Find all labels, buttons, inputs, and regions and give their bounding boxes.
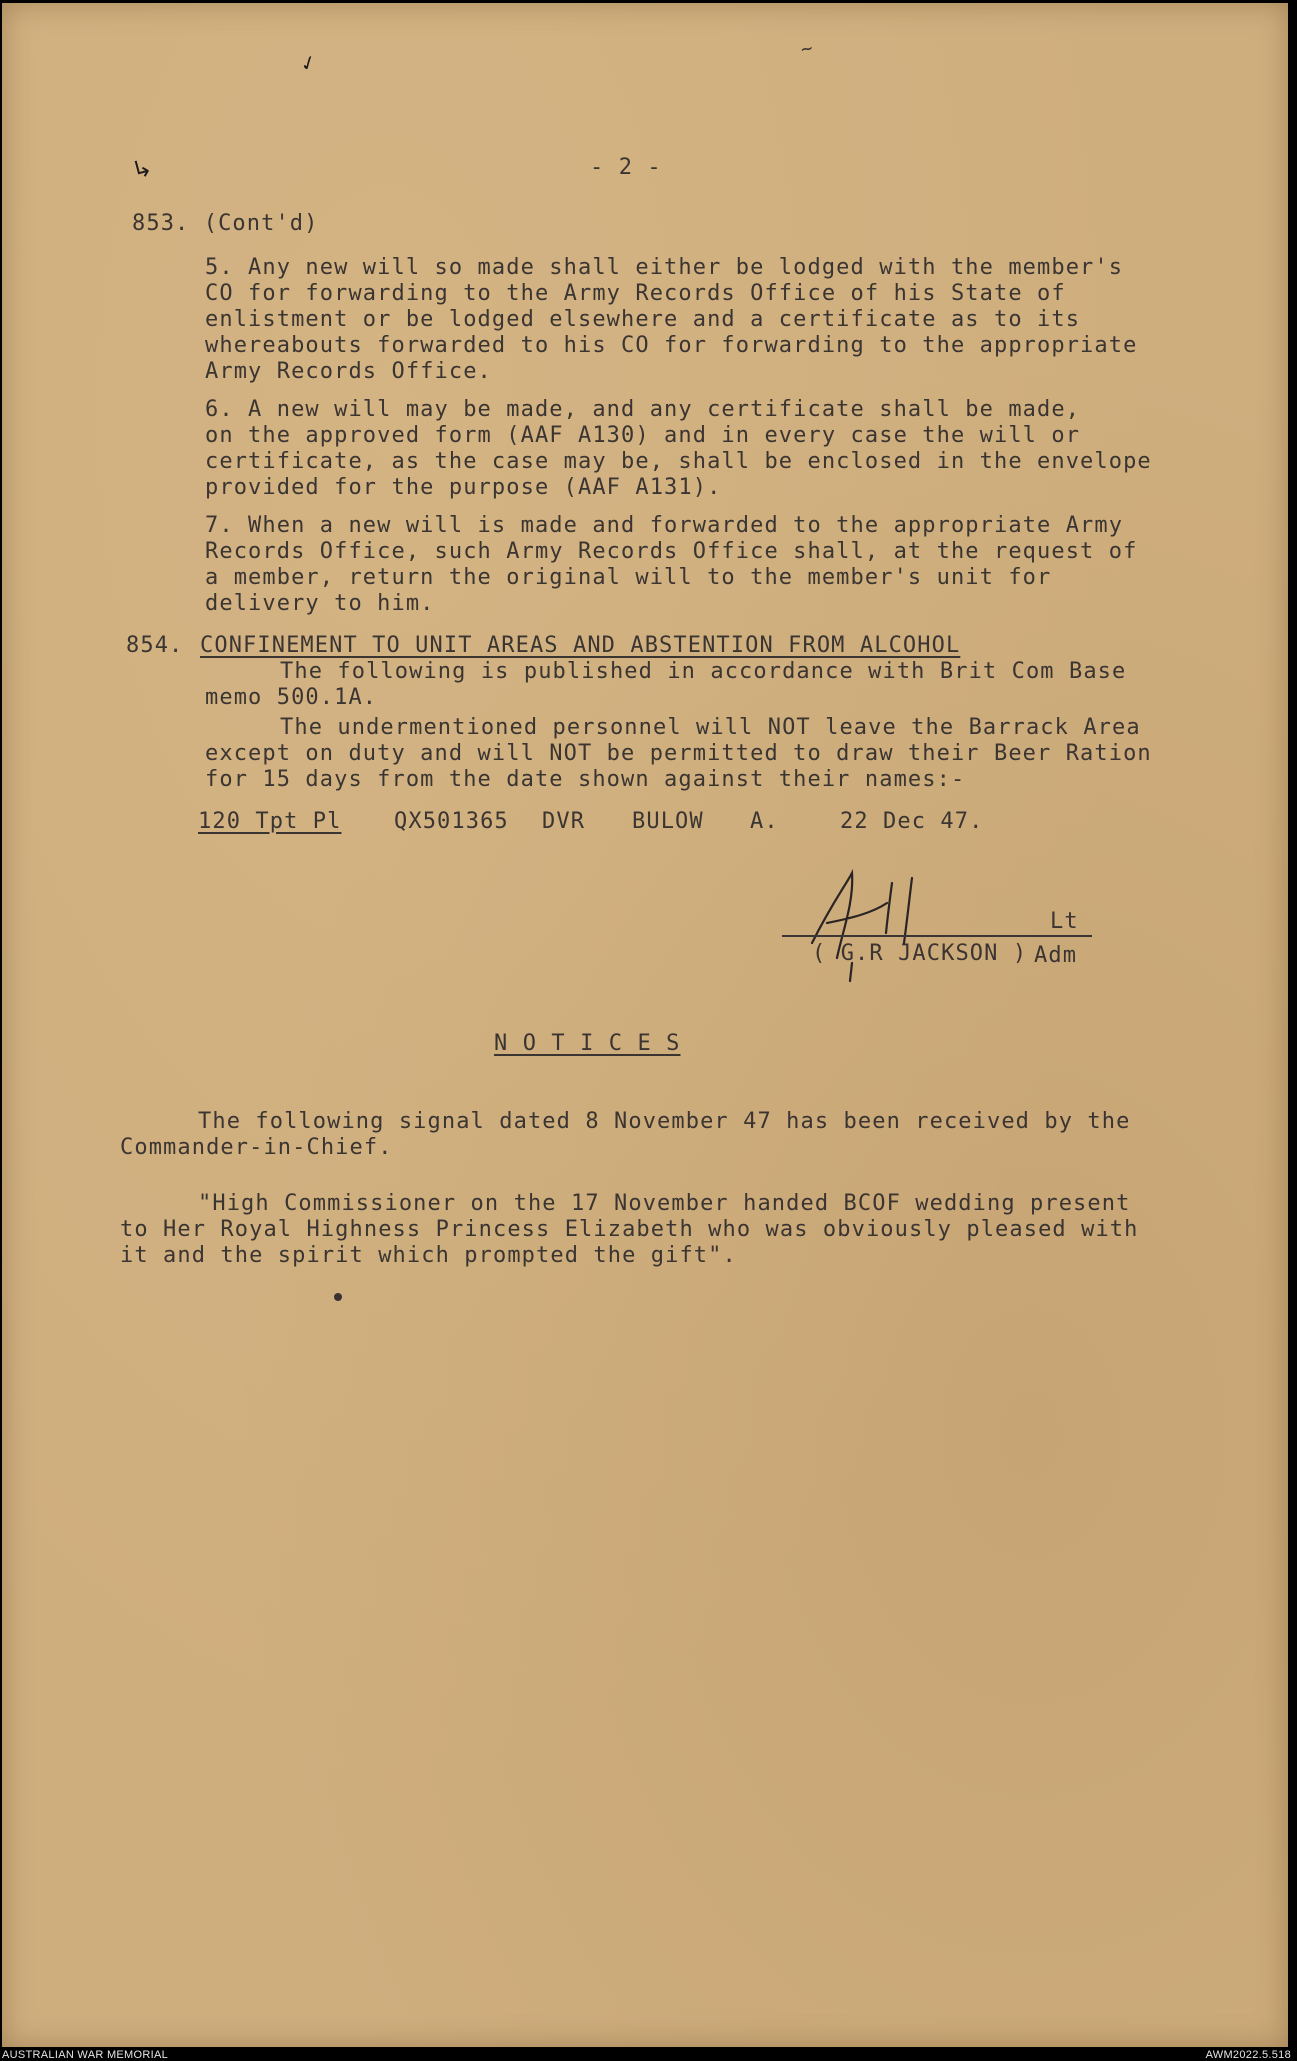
page-number: - 2 - [590, 155, 662, 180]
signatory-name: ( G.R JACKSON ) [812, 941, 1028, 966]
para-854-line: for 15 days from the date shown against their names:- [205, 767, 966, 792]
para-854-line: The undermentioned personnel will NOT leave the Barrack Area [280, 715, 1141, 740]
para-853-line: 7. When a new will is made and forwarded to the appropriate Army [205, 513, 1124, 538]
para-853-line: Records Office, such Army Records Office shall, at the request of [205, 539, 1138, 564]
ink-dot [334, 1293, 342, 1301]
signatory-rank: Lt [1050, 909, 1079, 934]
pen-mark: ↳ [128, 152, 156, 186]
para-853-line: provided for the purpose (AAF A131). [205, 475, 722, 500]
document-page [2, 3, 1288, 2047]
para-853-line: on the approved form (AAF A130) and in every case the will or [205, 423, 1081, 448]
footer-accession: AWM2022.5.518 [1205, 2049, 1291, 2061]
entry-rank: DVR [542, 809, 586, 834]
para-853-line: whereabouts forwarded to his CO for forwarding to the appropriate [205, 333, 1138, 358]
signatory-role: Adm [1034, 943, 1078, 968]
para-853-line: enlistment or be lodged elsewhere and a certificate as to its [205, 307, 1081, 332]
entry-surname: BULOW [632, 809, 704, 834]
pen-mark: ✓ [296, 48, 321, 78]
notices-line: "High Commissioner on the 17 November handed BCOF wedding present [198, 1191, 1131, 1216]
para-853-line: CO for forwarding to the Army Records Office of his State of [205, 281, 1066, 306]
notices-line: to Her Royal Highness Princess Elizabeth who was obviously pleased with [120, 1217, 1139, 1242]
para-854-title: CONFINEMENT TO UNIT AREAS AND ABSTENTION FROM ALCOHOL [200, 633, 961, 658]
notices-heading: N O T I C E S [494, 1031, 681, 1056]
para-853-line: 6. A new will may be made, and any certificate shall be made, [205, 397, 1081, 422]
para-853-line: certificate, as the case may be, shall be enclosed in the envelope [205, 449, 1152, 474]
footer-credit: AUSTRALIAN WAR MEMORIAL [2, 2049, 169, 2061]
entry-initial: A. [750, 809, 779, 834]
para-854-line: The following is published in accordance with Brit Com Base [280, 659, 1127, 684]
signature-line [782, 935, 1092, 937]
para-853-line: 5. Any new will so made shall either be lodged with the member's [205, 255, 1124, 280]
para-853-heading: 853. (Cont'd) [132, 211, 319, 236]
para-854-number: 854. [126, 633, 184, 658]
notices-line: The following signal dated 8 November 47 has been received by the [198, 1109, 1131, 1134]
pen-mark: ~ [798, 37, 815, 60]
entry-unit: 120 Tpt Pl [198, 809, 342, 834]
entry-number: QX501365 [394, 809, 509, 834]
notices-line: it and the spirit which prompted the gift". [120, 1243, 737, 1268]
entry-date: 22 Dec 47. [840, 809, 984, 834]
notices-line: Commander-in-Chief. [120, 1135, 393, 1160]
para-853-line: Army Records Office. [205, 359, 492, 384]
para-854-line: memo 500.1A. [205, 685, 378, 710]
para-853-line: a member, return the original will to the member's unit for [205, 565, 1052, 590]
para-853-line: delivery to him. [205, 591, 435, 616]
para-854-line: except on duty and will NOT be permitted to draw their Beer Ration [205, 741, 1152, 766]
